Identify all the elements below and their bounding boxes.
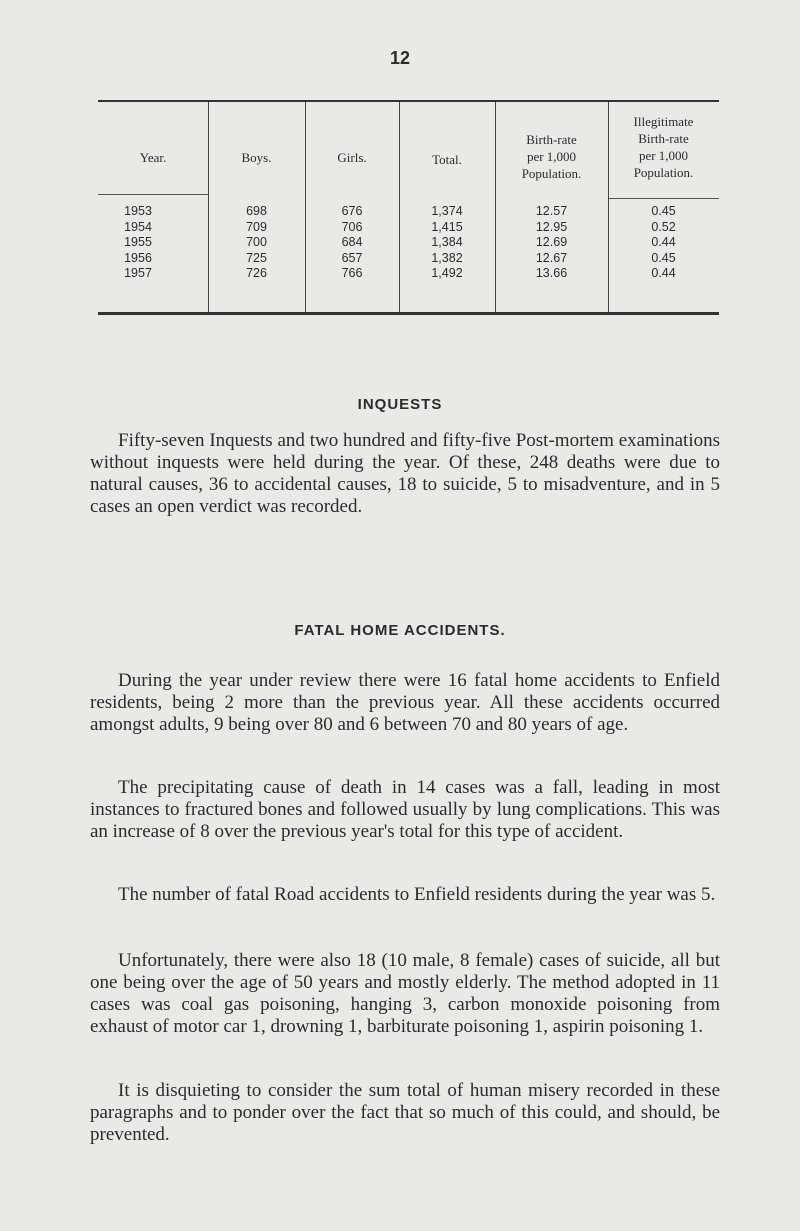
header-illegitimate-rate: Illegitimate Birth-rate per 1,000 Population. [633, 114, 694, 180]
table-cell: 1,384 [431, 235, 463, 249]
table-cell: 1957 [124, 266, 152, 280]
fatal-home-accidents-heading: FATAL HOME ACCIDENTS. [294, 622, 506, 639]
table-cell: 725 [246, 250, 267, 265]
illegitimate-rate-column [608, 204, 719, 282]
table-cell: 1955 [124, 235, 152, 249]
inquests-paragraph: Fifty-seven Inquests and two hundred and fifty-five Post-mortem examinations without inquests were held during the year. Of these, 248 deaths were due to natural causes, 36 to accidental causes, 18 to suicide, 5 to misadventure, and in 5 cases an open verdict was recorded. [90, 430, 720, 517]
births-table [98, 100, 719, 316]
table-cell: 657 [341, 250, 363, 265]
total-column [399, 204, 495, 282]
table-cell: 12.57 [535, 204, 568, 218]
table-cell: 12.95 [535, 219, 568, 234]
table-bottom-rule [98, 312, 719, 315]
year-column [98, 204, 178, 282]
accidents-paragraph: The precipitating cause of death in 14 cases was a fall, leading in most instances to fractured bones and followed usually by lung complications. This was an increase of 8 over the previous year's total for this type of accident. [90, 777, 720, 842]
table-cell: 12.67 [535, 250, 568, 265]
table-cell: 0.45 [651, 204, 676, 218]
table-cell: 1956 [124, 250, 152, 265]
girls-column [305, 204, 399, 282]
table-cell: 0.44 [651, 266, 676, 280]
accidents-paragraph: Unfortunately, there were also 18 (10 male, 8 female) cases of suicide, all but one being over the age of 50 years and mostly elderly. The method adopted in 11 cases was coal gas poisoning, hanging 3, carbon monoxide poisoning from exhaust of motor car 1, drowning 1, barbiturate poisoning 1, aspirin poisoning 1. [90, 950, 720, 1037]
table-cell: 1,415 [431, 219, 463, 234]
header-girls: Girls. [337, 150, 367, 165]
header-birth-rate: Birth-rate per 1,000 Population. [521, 132, 582, 181]
table-cell: 676 [341, 204, 363, 218]
table-cell: 13.66 [535, 266, 568, 280]
header-boys: Boys. [241, 150, 272, 165]
table-cell: 0.45 [651, 250, 676, 265]
table-cell: 1953 [124, 204, 152, 218]
header-year: Year. [139, 150, 167, 165]
accidents-paragraph: During the year under review there were 16 fatal home accidents to Enfield residents, being 2 more than the previous year. All these accidents occurred amongst adults, 9 being over 80 and 6 between 70 and 80 years of age. [90, 670, 720, 735]
header-underline-left [98, 194, 208, 195]
header-underline-right [608, 198, 719, 199]
table-cell: 700 [246, 235, 267, 249]
page-number: 12 [389, 48, 411, 68]
boys-column [208, 204, 305, 282]
table-cell: 684 [341, 235, 363, 249]
table-cell: 709 [246, 219, 267, 234]
accidents-paragraph: The number of fatal Road accidents to Enfield residents during the year was 5. [118, 884, 716, 905]
table-cell: 0.44 [651, 235, 676, 249]
table-cell: 0.52 [651, 219, 676, 234]
table-cell: 1,382 [431, 250, 463, 265]
birth-rate-column [495, 204, 608, 282]
table-cell: 1,492 [431, 266, 463, 280]
inquests-heading: INQUESTS [357, 396, 443, 413]
table-cell: 706 [341, 219, 363, 234]
table-top-rule [98, 100, 719, 102]
table-cell: 726 [246, 266, 267, 280]
table-cell: 12.69 [535, 235, 568, 249]
table-cell: 698 [246, 204, 267, 218]
table-cell: 766 [341, 266, 363, 280]
table-cell: 1,374 [431, 204, 463, 218]
table-cell: 1954 [124, 219, 152, 234]
header-total: Total. [432, 152, 462, 167]
accidents-paragraph: It is disquieting to consider the sum total of human misery recorded in these paragraphs and to ponder over the fact that so much of this could, and should, be prevented. [90, 1080, 720, 1145]
